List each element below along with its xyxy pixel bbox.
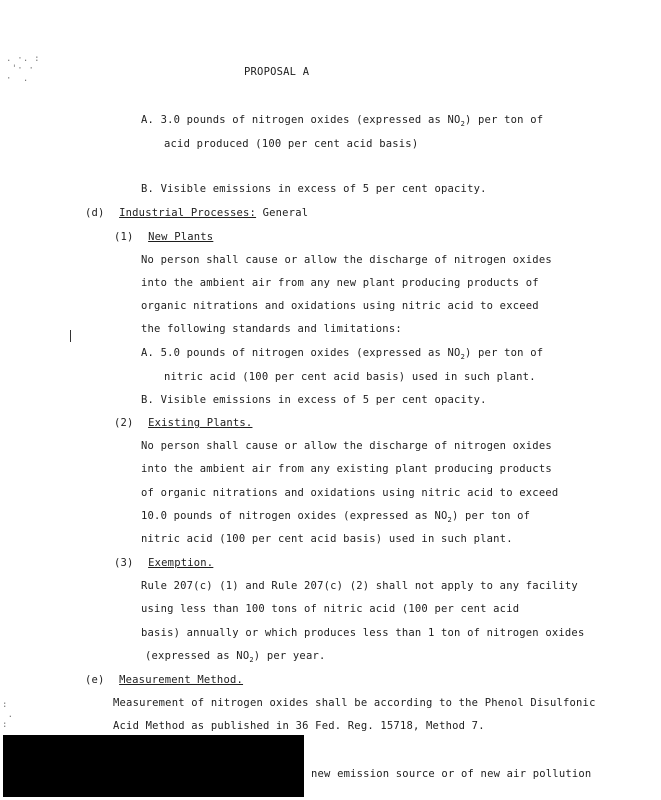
subscript: 2 <box>249 656 254 664</box>
paragraph-line: using less than 100 tons of nitric acid (100 per cent acid <box>141 603 520 615</box>
subscript: 2 <box>460 120 465 128</box>
paragraph-line <box>141 509 530 527</box>
paragraph-line: No person shall cause or allow the discharge of nitrogen oxides <box>141 440 552 452</box>
paragraph-line: the following standards and limitations: <box>141 323 402 335</box>
paragraph-line: No person shall cause or allow the discharge of nitrogen oxides <box>141 254 552 266</box>
scan-noise-margin: : . : <box>2 700 14 730</box>
section-title: Industrial Processes: <box>119 207 257 219</box>
paragraph-line: basis) annually or which produces less than 1 ton of nitrogen oxides <box>141 627 585 639</box>
truncated-line: new emission source or of new air pollution <box>311 768 592 780</box>
subsection-title: New Plants <box>148 231 214 243</box>
new-item-a-line-1 <box>141 346 543 364</box>
subscript: 2 <box>447 516 452 524</box>
redaction-block <box>3 735 304 797</box>
paragraph-line <box>145 649 326 667</box>
subscript: 2 <box>460 353 465 361</box>
item-a-line-2: acid produced (100 per cent acid basis) <box>164 138 419 150</box>
section-title: Measurement Method. <box>119 674 244 686</box>
text: ) per ton of <box>451 510 531 522</box>
subsection-3-heading <box>114 556 213 570</box>
paragraph-line: Rule 207(c) (1) and Rule 207(c) (2) shall not apply to any facility <box>141 580 578 592</box>
paragraph-line: into the ambient air from any existing plant producing products <box>141 463 552 475</box>
paragraph-line: Acid Method as published in 36 Fed. Reg. 15718, Method 7. <box>113 720 485 732</box>
text: ) per ton of <box>464 114 544 126</box>
paragraph-line: organic nitrations and oxidations using nitric acid to exceed <box>141 300 539 312</box>
text: A. 5.0 pounds of nitrogen oxides (expressed as NO <box>141 347 461 359</box>
text: ) per ton of <box>464 347 544 359</box>
subsection-number: (3) <box>114 557 134 569</box>
section-d-heading <box>85 206 308 220</box>
subsection-title: Exemption. <box>148 557 214 569</box>
section-title-tail: General <box>256 207 309 219</box>
text: ) per year. <box>253 650 326 662</box>
item-a-line-1 <box>141 113 543 131</box>
subsection-number: (2) <box>114 417 134 429</box>
text: A. 3.0 pounds of nitrogen oxides (expressed as NO <box>141 114 461 126</box>
text: 10.0 pounds of nitrogen oxides (expressed as NO <box>141 510 448 522</box>
paragraph-line: into the ambient air from any new plant producing products of <box>141 277 539 289</box>
scan-noise-left: . ·. : '· · · . <box>6 54 40 84</box>
page-title: PROPOSAL A <box>244 66 310 78</box>
text: (expressed as NO <box>145 650 250 662</box>
subsection-number: (1) <box>114 231 134 243</box>
section-number: (e) <box>85 674 105 686</box>
paragraph-line: of organic nitrations and oxidations using nitric acid to exceed <box>141 487 559 499</box>
new-item-b-line: B. Visible emissions in excess of 5 per cent opacity. <box>141 394 487 406</box>
paragraph-line: nitric acid (100 per cent acid basis) used in such plant. <box>141 533 513 545</box>
section-number: (d) <box>85 207 105 219</box>
section-e-heading <box>85 673 243 687</box>
paragraph-line: Measurement of nitrogen oxides shall be according to the Phenol Disulfonic <box>113 697 596 709</box>
subsection-1-heading <box>114 230 213 244</box>
new-item-a-line-2: nitric acid (100 per cent acid basis) used in such plant. <box>164 371 536 383</box>
subsection-title: Existing Plants. <box>148 417 253 429</box>
item-b-line: B. Visible emissions in excess of 5 per cent opacity. <box>141 183 487 195</box>
margin-mark <box>70 330 71 342</box>
subsection-2-heading <box>114 416 252 430</box>
